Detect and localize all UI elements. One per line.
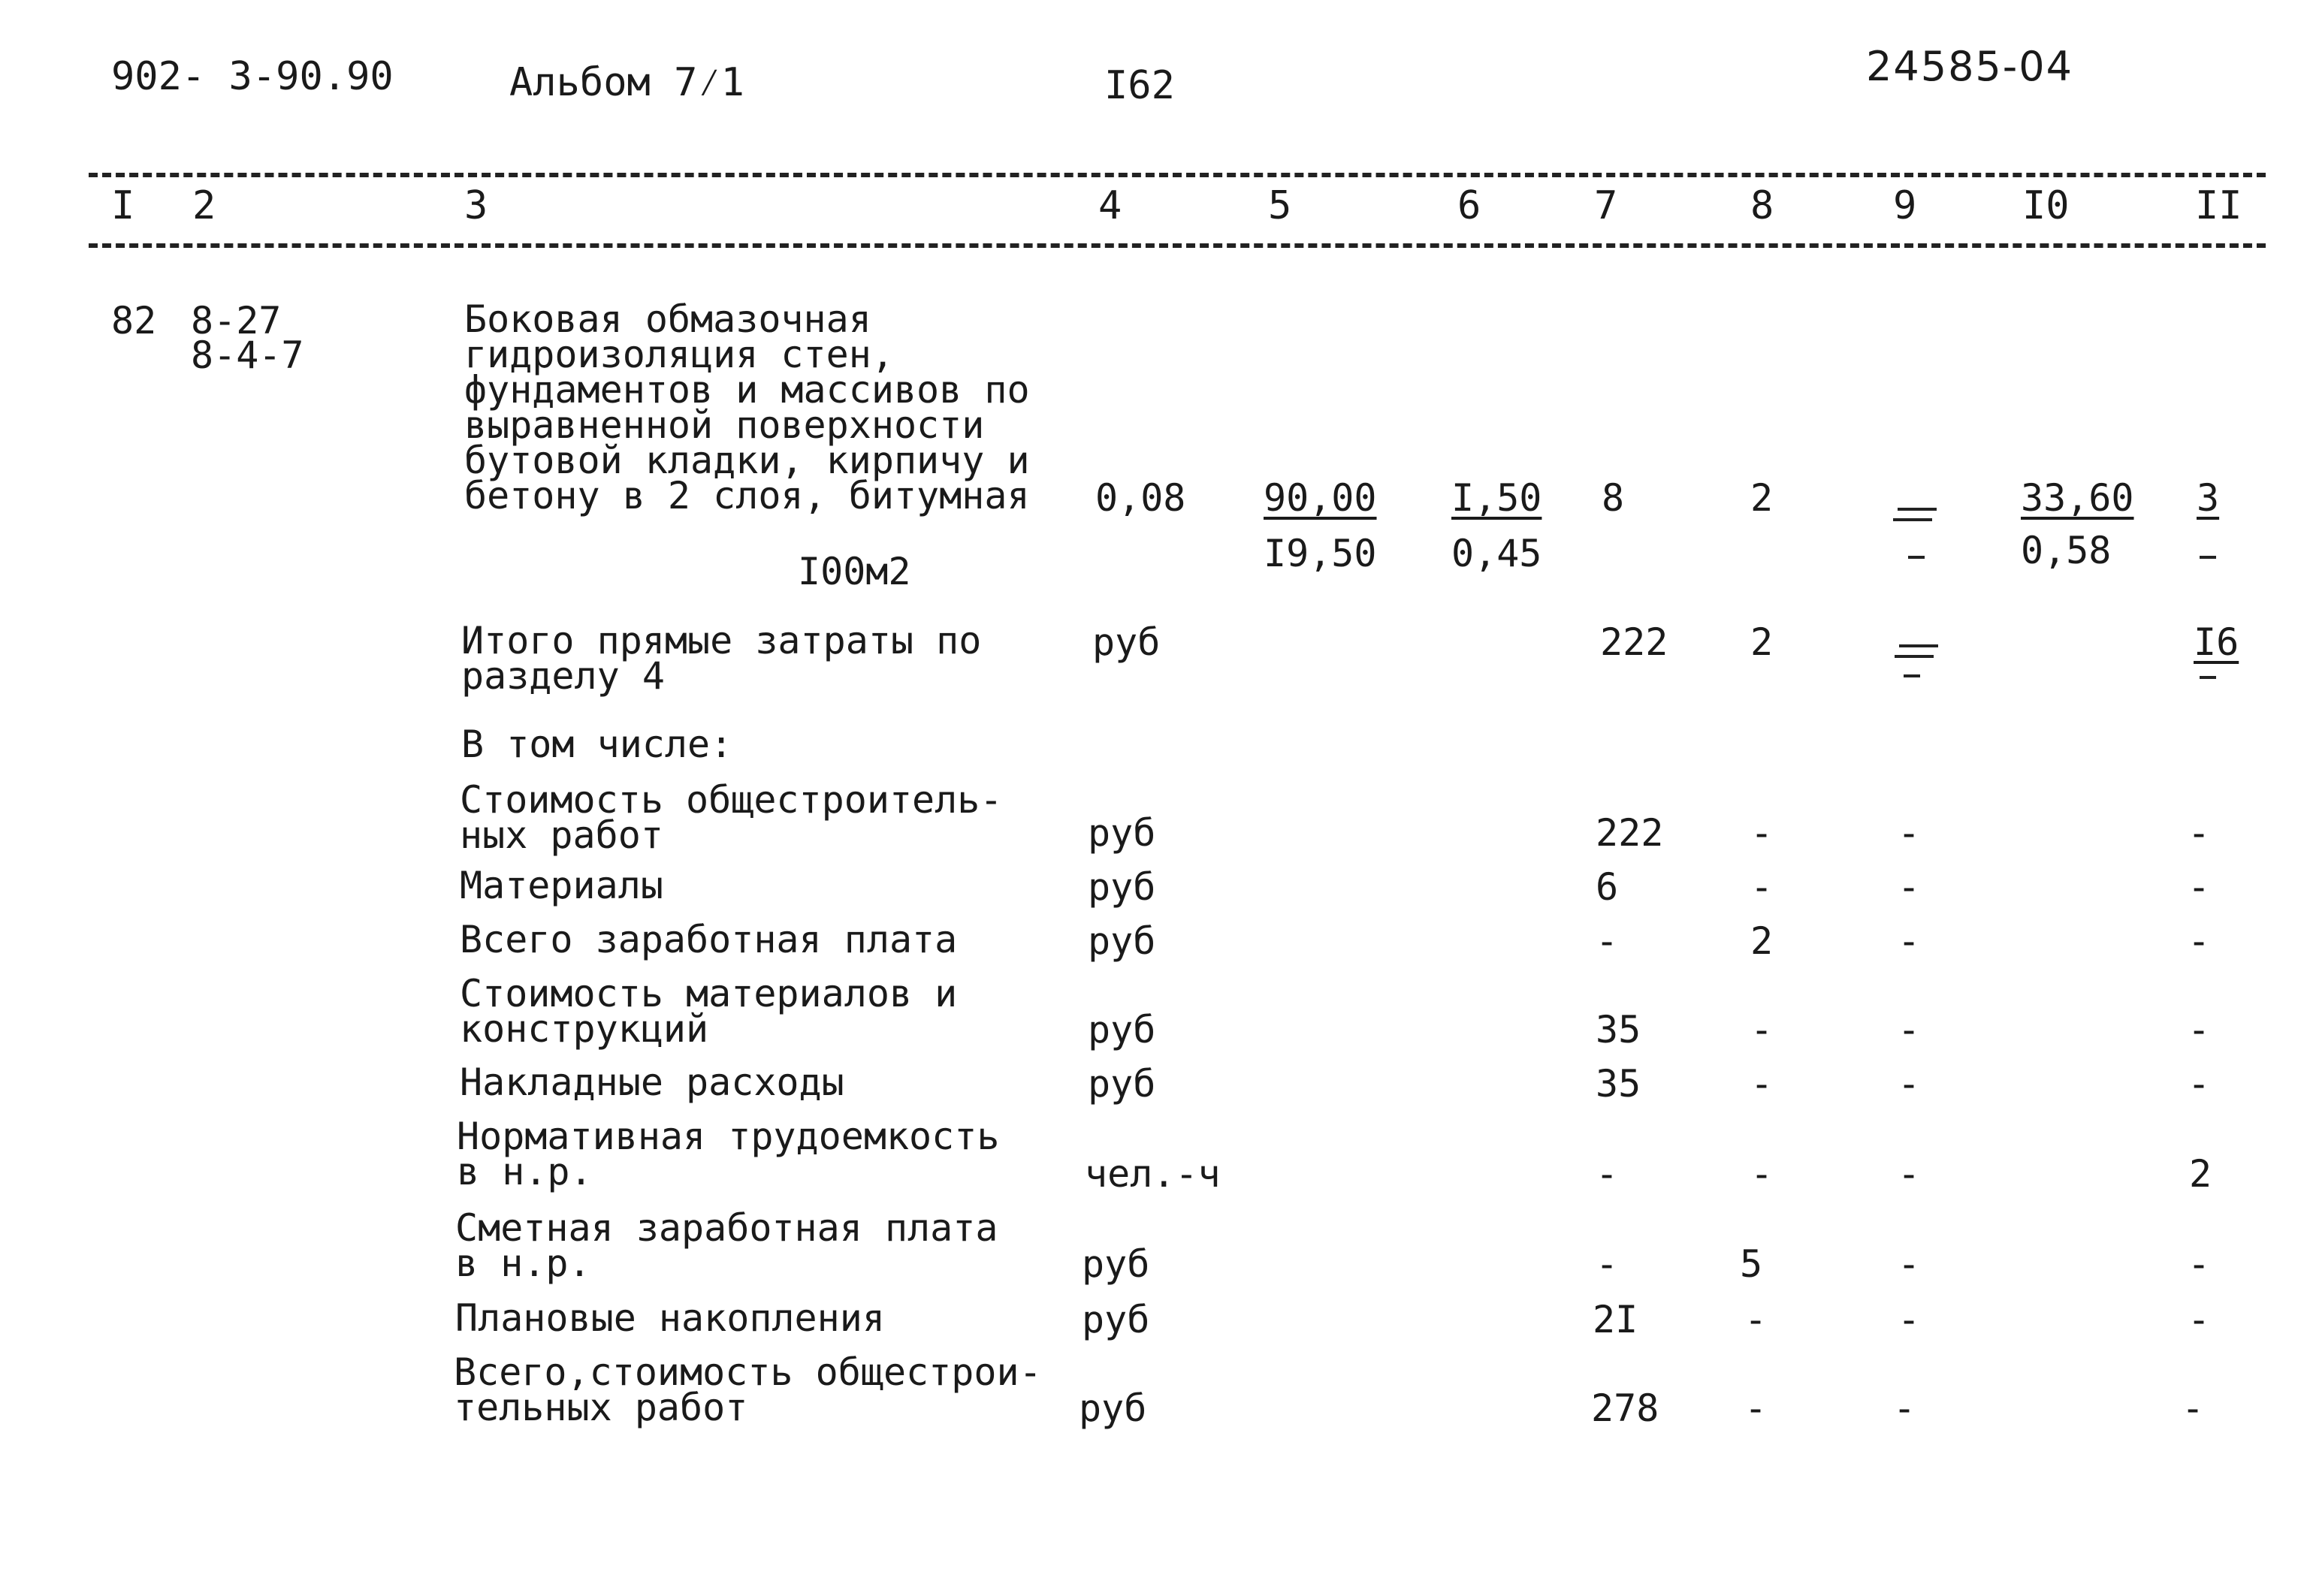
item-col6-bottom: 0,45 [1451, 532, 1542, 575]
row-label: Стоимость материалов и конструкций [460, 972, 958, 1051]
row-label: Нормативная трудоемкость в н.р. [457, 1115, 1000, 1193]
row-col9: - [1898, 1242, 1921, 1286]
row-unit: руб [1088, 865, 1156, 909]
col-header-3: 3 [464, 183, 488, 228]
item-code-2: 8-4-7 [191, 333, 304, 377]
item-description: Боковая обмазочная гидроизоляция стен, фундаментов и массивов по выравненной поверхности бутовой кладки, кирпичу и бетону в 2 слоя, битумная [464, 297, 1030, 517]
row-col9: - [1898, 1008, 1921, 1051]
including-label: В том числе: [461, 723, 733, 766]
col-header-1: I [111, 183, 135, 228]
row-col11: - [2188, 1298, 2211, 1341]
row-unit: руб [1079, 1386, 1147, 1430]
row-col7: - [1596, 919, 1619, 963]
row-label: Всего,стоимость общестрои- тельных работ [454, 1350, 1042, 1429]
total-col7: 222 [1600, 620, 1668, 664]
col-header-9: 9 [1893, 183, 1917, 228]
row-col8: - [1744, 1298, 1768, 1341]
document-code: 902- 3-90.90 [111, 54, 394, 99]
item-col10-top: 33,60 [2021, 476, 2134, 520]
row-unit: руб [1088, 919, 1156, 963]
item-col6-top: I,50 [1451, 476, 1542, 520]
row-col7: - [1596, 1152, 1619, 1196]
row-col8: 5 [1740, 1242, 1763, 1286]
col-header-4: 4 [1098, 183, 1122, 228]
row-col8: - [1750, 1062, 1774, 1106]
row-col9: - [1893, 1386, 1916, 1430]
col-header-7: 7 [1594, 183, 1618, 228]
inventory-number: 24585-04 [1866, 43, 2073, 90]
item-number: 82 [111, 299, 157, 342]
row-col8: 2 [1750, 919, 1774, 963]
row-unit: руб [1088, 811, 1156, 855]
row-col11: - [2188, 811, 2211, 855]
total-col11-dash [2200, 676, 2216, 679]
row-unit: руб [1088, 1008, 1156, 1051]
row-label: Стоимость общестроитель- ных работ [460, 778, 1003, 857]
row-col9: - [1898, 865, 1921, 909]
row-col7: 222 [1596, 811, 1664, 855]
row-col9: - [1898, 1062, 1921, 1106]
row-col11: - [2188, 1062, 2211, 1106]
row-unit: руб [1082, 1298, 1150, 1341]
total-label: Итого прямые затраты по разделу 4 [461, 619, 982, 698]
row-col7: 278 [1591, 1386, 1659, 1430]
row-label: Плановые накопления [455, 1296, 885, 1340]
item-quantity: 0,08 [1095, 476, 1186, 520]
page-number: I62 [1104, 63, 1175, 108]
col-header-8: 8 [1750, 183, 1774, 228]
row-unit: руб [1082, 1242, 1150, 1286]
row-col11: 2 [2189, 1152, 2212, 1196]
row-col11: - [2188, 865, 2211, 909]
total-col8: 2 [1750, 620, 1774, 664]
row-col7: 35 [1596, 1008, 1641, 1051]
row-col7: 2I [1593, 1298, 1638, 1341]
row-col9: - [1898, 1298, 1921, 1341]
item-col10-bottom: 0,58 [2021, 529, 2112, 572]
header-rule-top [89, 173, 2266, 177]
row-unit: руб [1088, 1062, 1156, 1106]
header-rule-bottom [89, 243, 2266, 248]
row-label: Накладные расходы [460, 1060, 844, 1104]
row-col8: - [1744, 1386, 1768, 1430]
total-col9-line-1 [1899, 644, 1938, 647]
row-col11: - [2188, 919, 2211, 963]
row-col8: - [1750, 1152, 1774, 1196]
total-col9-line-3 [1904, 674, 1920, 677]
item-col8: 2 [1750, 476, 1774, 520]
col-header-10: I0 [2022, 183, 2070, 228]
row-col7: 6 [1596, 865, 1619, 909]
row-col9: - [1898, 919, 1921, 963]
item-col9-bottom-dash [1908, 556, 1925, 559]
item-code-1: 8-27 [191, 299, 282, 342]
row-col11: - [2188, 1008, 2211, 1051]
row-col7: - [1596, 1242, 1619, 1286]
item-col9-top-underline [1893, 518, 1932, 521]
row-col7: 35 [1596, 1062, 1641, 1106]
item-col5-top: 90,00 [1264, 476, 1377, 520]
item-col9-top-dash [1898, 508, 1937, 511]
row-label: Материалы [460, 864, 663, 907]
row-col11: - [2182, 1386, 2205, 1430]
total-col11: I6 [2194, 620, 2239, 664]
row-unit: чел.-ч [1085, 1152, 1221, 1196]
row-col11: - [2188, 1242, 2211, 1286]
row-col9: - [1898, 1152, 1921, 1196]
row-col8: - [1750, 811, 1774, 855]
col-header-5: 5 [1268, 183, 1292, 228]
item-col5-bottom: I9,50 [1264, 532, 1377, 575]
item-col7: 8 [1602, 476, 1625, 520]
col-header-11: II [2195, 183, 2242, 228]
col-header-2: 2 [192, 183, 216, 228]
total-col9-line-2 [1895, 655, 1934, 658]
col-header-6: 6 [1457, 183, 1481, 228]
total-unit: руб [1092, 620, 1161, 664]
row-col8: - [1750, 865, 1774, 909]
item-col11-top: 3 [2197, 476, 2220, 520]
row-label: Сметная заработная плата в н.р. [455, 1206, 998, 1285]
album-label: Альбом 7⁄1 [509, 60, 744, 105]
row-col8: - [1750, 1008, 1774, 1051]
row-label: Всего заработная плата [460, 918, 958, 961]
item-col11-bottom-dash [2200, 556, 2216, 559]
row-col9: - [1898, 811, 1921, 855]
item-unit: I00м2 [798, 550, 911, 593]
